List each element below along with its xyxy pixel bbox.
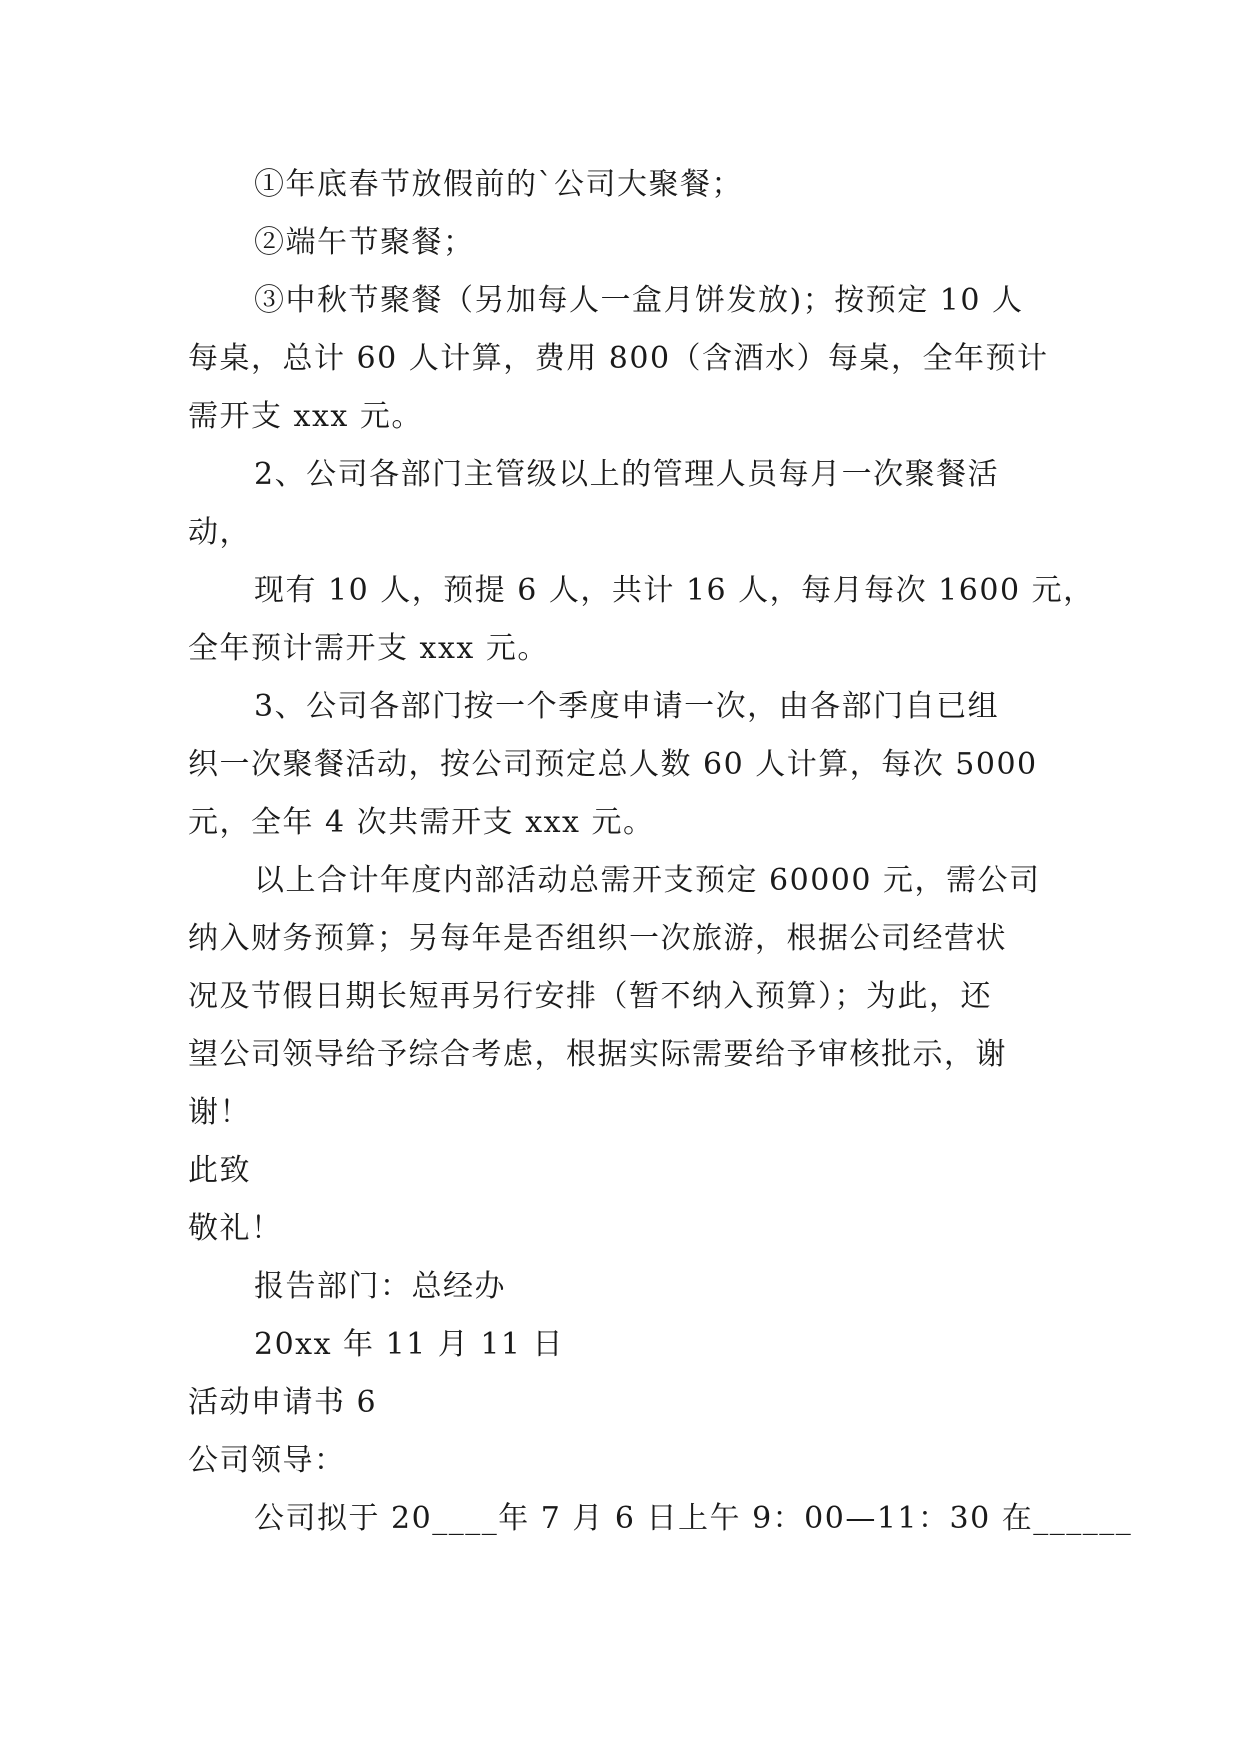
report-department: 报告部门：总经办 bbox=[254, 1269, 506, 1304]
paragraph-line: 全年预计需开支 xxx 元。 bbox=[188, 631, 549, 666]
paragraph-line: 2、公司各部门主管级以上的管理人员每月一次聚餐活 bbox=[254, 457, 1000, 492]
paragraph-line: 纳入财务预算；另每年是否组织一次旅游，根据公司经营状 bbox=[188, 921, 1007, 956]
paragraph-line: ②端午节聚餐； bbox=[254, 225, 475, 260]
paragraph-line: 谢！ bbox=[188, 1095, 251, 1130]
closing-salutation: 此致 bbox=[188, 1153, 251, 1188]
section-heading: 活动申请书 6 bbox=[188, 1385, 378, 1420]
paragraph-line: 元，全年 4 次共需开支 xxx 元。 bbox=[188, 805, 655, 840]
paragraph-line: 以上合计年度内部活动总需开支预定 60000 元，需公司 bbox=[254, 863, 1041, 898]
paragraph-line: 现有 10 人，预提 6 人，共计 16 人，每月每次 1600 元， bbox=[254, 573, 1095, 608]
addressee: 公司领导： bbox=[188, 1443, 346, 1478]
paragraph-line: 3、公司各部门按一个季度申请一次，由各部门自已组 bbox=[254, 689, 1000, 724]
paragraph-line: 需开支 xxx 元。 bbox=[188, 399, 423, 434]
paragraph-line: 动， bbox=[188, 515, 251, 550]
paragraph-line: 况及节假日期长短再另行安排（暂不纳入预算）；为此，还 bbox=[188, 979, 992, 1014]
paragraph-line: ③中秋节聚餐（另加每人一盒月饼发放)；按预定 10 人 bbox=[254, 283, 1024, 318]
paragraph-line: 织一次聚餐活动，按公司预定总人数 60 人计算，每次 5000 bbox=[188, 747, 1038, 782]
paragraph-line: 公司拟于 20____年 7 月 6 日上午 9：00—11：30 在______ bbox=[254, 1501, 1133, 1536]
report-date: 20xx 年 11 月 11 日 bbox=[254, 1327, 565, 1362]
paragraph-line: 望公司领导给予综合考虑，根据实际需要给予审核批示，谢 bbox=[188, 1037, 1007, 1072]
closing-regards: 敬礼！ bbox=[188, 1211, 283, 1246]
paragraph-line: ①年底春节放假前的`公司大聚餐； bbox=[254, 167, 743, 202]
paragraph-line: 每桌，总计 60 人计算，费用 800（含酒水）每桌，全年预计 bbox=[188, 341, 1049, 376]
